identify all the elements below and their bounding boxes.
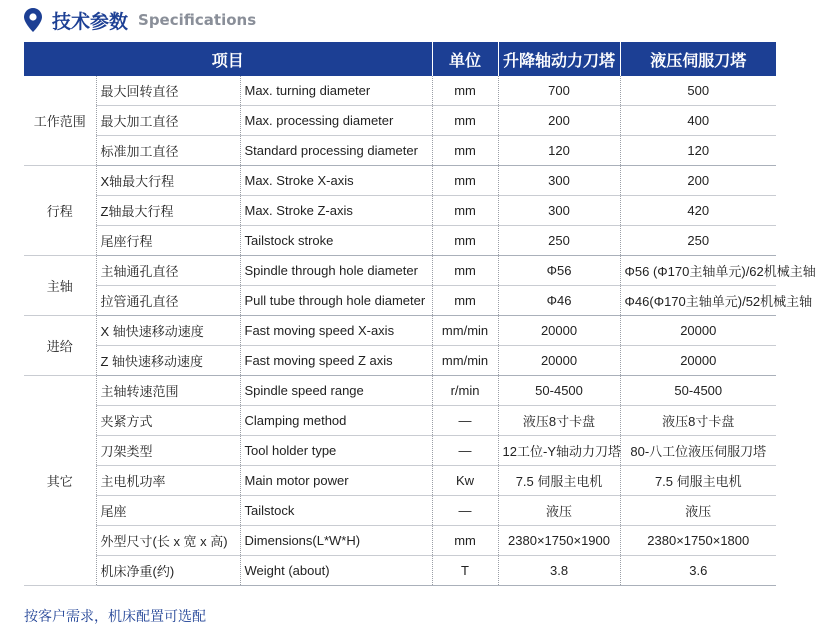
item-name-cn: 外型尺寸(长 x 宽 x 高) bbox=[96, 526, 240, 556]
value-lifting-axis-turret: 700 bbox=[498, 76, 620, 106]
item-name-en: Weight (about) bbox=[240, 556, 432, 586]
unit-cell: mm bbox=[432, 226, 498, 256]
table-row bbox=[24, 436, 776, 466]
value-lifting-axis-turret: 3.8 bbox=[498, 556, 620, 586]
value-lifting-axis-turret: 液压 bbox=[498, 496, 620, 526]
item-name-cn: 尾座 bbox=[96, 496, 240, 526]
unit-cell: — bbox=[432, 496, 498, 526]
table-header-row bbox=[24, 42, 776, 76]
value-hydraulic-servo-turret: 液压8寸卡盘 bbox=[620, 406, 776, 436]
table-row bbox=[24, 136, 776, 166]
item-name-en: Tailstock bbox=[240, 496, 432, 526]
value-lifting-axis-turret: 250 bbox=[498, 226, 620, 256]
value-hydraulic-servo-turret: Φ56 (Φ170主轴单元)/62机械主轴 bbox=[620, 256, 776, 286]
value-hydraulic-servo-turret: 250 bbox=[620, 226, 776, 256]
value-lifting-axis-turret: 7.5 伺服主电机 bbox=[498, 466, 620, 496]
unit-cell: mm bbox=[432, 106, 498, 136]
unit-cell: mm bbox=[432, 166, 498, 196]
table-row bbox=[24, 466, 776, 496]
item-name-cn: X轴最大行程 bbox=[96, 166, 240, 196]
category-cell: 主轴 bbox=[24, 256, 96, 316]
table-row bbox=[24, 196, 776, 226]
table-row bbox=[24, 166, 776, 196]
value-hydraulic-servo-turret: 80-八工位液压伺服刀塔 bbox=[620, 436, 776, 466]
table-row bbox=[24, 256, 776, 286]
value-hydraulic-servo-turret: 20000 bbox=[620, 316, 776, 346]
unit-cell: mm bbox=[432, 286, 498, 316]
item-name-en: Fast moving speed X-axis bbox=[240, 316, 432, 346]
value-hydraulic-servo-turret: 20000 bbox=[620, 346, 776, 376]
unit-cell: — bbox=[432, 436, 498, 466]
item-name-cn: 主轴通孔直径 bbox=[96, 256, 240, 286]
value-hydraulic-servo-turret: 120 bbox=[620, 136, 776, 166]
value-lifting-axis-turret: 300 bbox=[498, 166, 620, 196]
item-name-cn: Z 轴快速移动速度 bbox=[96, 346, 240, 376]
item-name-cn: 机床净重(约) bbox=[96, 556, 240, 586]
location-pin-icon bbox=[24, 8, 42, 32]
item-name-cn: 拉管通孔直径 bbox=[96, 286, 240, 316]
item-name-cn: 最大回转直径 bbox=[96, 76, 240, 106]
item-name-cn: 夹紧方式 bbox=[96, 406, 240, 436]
value-hydraulic-servo-turret: 500 bbox=[620, 76, 776, 106]
item-name-cn: 标准加工直径 bbox=[96, 136, 240, 166]
item-name-cn: 主电机功率 bbox=[96, 466, 240, 496]
column-header-hydraulic-servo-turret: 液压伺服刀塔 bbox=[620, 42, 776, 76]
item-name-en: Fast moving speed Z axis bbox=[240, 346, 432, 376]
item-name-en: Max. Stroke Z-axis bbox=[240, 196, 432, 226]
value-lifting-axis-turret: Φ46 bbox=[498, 286, 620, 316]
item-name-en: Main motor power bbox=[240, 466, 432, 496]
category-cell: 进给 bbox=[24, 316, 96, 376]
unit-cell: mm bbox=[432, 526, 498, 556]
unit-cell: mm bbox=[432, 136, 498, 166]
value-hydraulic-servo-turret: 420 bbox=[620, 196, 776, 226]
unit-cell: — bbox=[432, 406, 498, 436]
item-name-en: Max. turning diameter bbox=[240, 76, 432, 106]
unit-cell: T bbox=[432, 556, 498, 586]
table-row bbox=[24, 406, 776, 436]
category-cell: 工作范围 bbox=[24, 76, 96, 166]
item-name-en: Tailstock stroke bbox=[240, 226, 432, 256]
table-row bbox=[24, 556, 776, 586]
item-name-en: Spindle speed range bbox=[240, 376, 432, 406]
table-row bbox=[24, 106, 776, 136]
unit-cell: r/min bbox=[432, 376, 498, 406]
item-name-cn: 刀架类型 bbox=[96, 436, 240, 466]
specifications-table bbox=[24, 42, 816, 586]
value-hydraulic-servo-turret: 7.5 伺服主电机 bbox=[620, 466, 776, 496]
item-name-en: Spindle through hole diameter bbox=[240, 256, 432, 286]
value-lifting-axis-turret: 200 bbox=[498, 106, 620, 136]
unit-cell: mm bbox=[432, 196, 498, 226]
table-row bbox=[24, 526, 776, 556]
item-name-cn: Z轴最大行程 bbox=[96, 196, 240, 226]
table-row bbox=[24, 76, 776, 106]
item-name-en: Tool holder type bbox=[240, 436, 432, 466]
item-name-en: Dimensions(L*W*H) bbox=[240, 526, 432, 556]
value-lifting-axis-turret: 120 bbox=[498, 136, 620, 166]
unit-cell: mm/min bbox=[432, 316, 498, 346]
table-row bbox=[24, 286, 776, 316]
value-hydraulic-servo-turret: 200 bbox=[620, 166, 776, 196]
value-lifting-axis-turret: 50-4500 bbox=[498, 376, 620, 406]
value-hydraulic-servo-turret: 2380×1750×1800 bbox=[620, 526, 776, 556]
value-lifting-axis-turret: 液压8寸卡盘 bbox=[498, 406, 620, 436]
category-cell: 行程 bbox=[24, 166, 96, 256]
value-lifting-axis-turret: Φ56 bbox=[498, 256, 620, 286]
unit-cell: mm bbox=[432, 256, 498, 286]
table-row bbox=[24, 226, 776, 256]
unit-cell: mm bbox=[432, 76, 498, 106]
item-name-en: Max. processing diameter bbox=[240, 106, 432, 136]
value-hydraulic-servo-turret: 400 bbox=[620, 106, 776, 136]
table-row bbox=[24, 496, 776, 526]
category-cell: 其它 bbox=[24, 376, 96, 586]
value-hydraulic-servo-turret: 3.6 bbox=[620, 556, 776, 586]
value-lifting-axis-turret: 300 bbox=[498, 196, 620, 226]
unit-cell: mm/min bbox=[432, 346, 498, 376]
footnote: 按客户需求，机床配置可选配 bbox=[24, 609, 206, 625]
value-hydraulic-servo-turret: Φ46(Φ170主轴单元)/52机械主轴 bbox=[620, 286, 776, 316]
value-lifting-axis-turret: 2380×1750×1900 bbox=[498, 526, 620, 556]
value-lifting-axis-turret: 20000 bbox=[498, 346, 620, 376]
column-header-item: 项目 bbox=[24, 42, 432, 76]
value-lifting-axis-turret: 20000 bbox=[498, 316, 620, 346]
value-lifting-axis-turret: 12工位-Y轴动力刀塔 bbox=[498, 436, 620, 466]
table-row bbox=[24, 376, 776, 406]
item-name-cn: X 轴快速移动速度 bbox=[96, 316, 240, 346]
column-header-lifting-axis-turret: 升降轴动力刀塔 bbox=[498, 42, 620, 76]
item-name-en: Pull tube through hole diameter bbox=[240, 286, 432, 316]
item-name-en: Clamping method bbox=[240, 406, 432, 436]
item-name-en: Max. Stroke X-axis bbox=[240, 166, 432, 196]
table-row bbox=[24, 346, 776, 376]
section-header bbox=[24, 6, 256, 34]
item-name-cn: 最大加工直径 bbox=[96, 106, 240, 136]
unit-cell: Kw bbox=[432, 466, 498, 496]
column-header-unit: 单位 bbox=[432, 42, 498, 76]
item-name-cn: 尾座行程 bbox=[96, 226, 240, 256]
page-title: 技术参数 bbox=[52, 10, 129, 33]
item-name-cn: 主轴转速范围 bbox=[96, 376, 240, 406]
value-hydraulic-servo-turret: 50-4500 bbox=[620, 376, 776, 406]
table-body bbox=[24, 76, 816, 586]
page-subtitle: Specifications bbox=[138, 11, 257, 29]
item-name-en: Standard processing diameter bbox=[240, 136, 432, 166]
table-row bbox=[24, 316, 776, 346]
value-hydraulic-servo-turret: 液压 bbox=[620, 496, 776, 526]
